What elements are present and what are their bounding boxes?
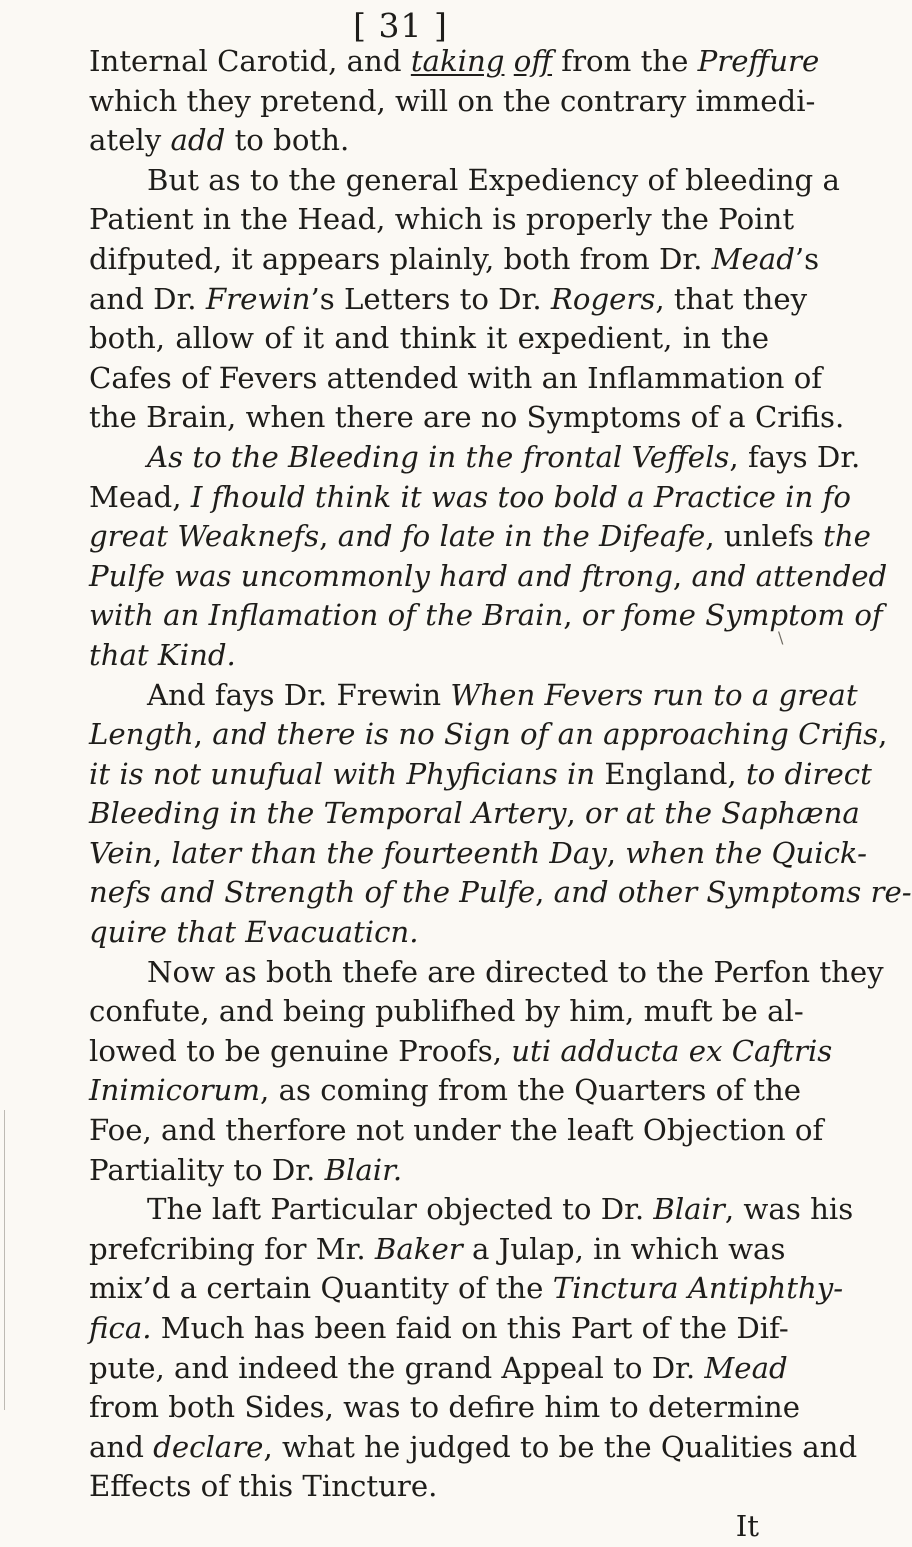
text-line-14: Pulfe was uncommonly hard and ftrong, and attended: [89, 558, 888, 593]
text-line-12: Mead, I fhould think it was too bold a Practice in fo: [89, 479, 851, 514]
text-line-1: Internal Carotid, and taking off from the Preffure: [89, 44, 820, 78]
text-line-27: Inimicorum, as coming from the Quarters of the: [89, 1073, 802, 1108]
text-line-4: But as to the general Expediency of bleeding a: [147, 162, 840, 197]
text-line-19: it is not unufual with Phyficians in England, to direct: [89, 756, 872, 791]
body-text: [89, 42, 912, 1547]
text-line-18: Length, and there is no Sign of an approaching Crifis,: [89, 717, 888, 752]
text-line-2: which they pretend, will on the contrary immedi-: [89, 83, 816, 118]
text-line-8: both, allow of it and think it expedient, in the: [89, 321, 769, 356]
text-line-29: Partiality to Dr. Blair.: [89, 1152, 403, 1187]
text-line-17: And fays Dr. Frewin When Fevers run to a great: [147, 677, 858, 712]
text-line-7: and Dr. Frewin’s Letters to Dr. Rogers, that they: [89, 281, 808, 316]
text-line-21: Vein, later than the fourteenth Day, when the Quick-: [89, 835, 867, 870]
text-line-35: from both Sides, was to defire him to determine: [89, 1390, 800, 1425]
text-line-28: Foe, and therfore not under the leaft Objection of: [89, 1113, 824, 1148]
text-line-37: Effects of this Tincture.: [89, 1469, 438, 1504]
binding-edge-line: [4, 1110, 5, 1410]
text-line-24: Now as both thefe are directed to the Perfon they: [147, 954, 884, 989]
text-line-6: difputed, it appears plainly, both from Dr. Mead’s: [89, 241, 820, 276]
text-line-5: Patient in the Head, which is properly the Point: [89, 202, 795, 237]
text-line-9: Cafes of Fevers attended with an Inflammation of: [89, 360, 823, 395]
text-line-20: Bleeding in the Temporal Artery, or at the Saphæna: [89, 796, 860, 831]
text-line-26: lowed to be genuine Proofs, uti adducta ex Caftris: [89, 1033, 833, 1068]
text-line-25: confute, and being publifhed by him, muft be al-: [89, 994, 804, 1029]
text-line-16: that Kind.: [89, 637, 236, 672]
text-line-10: the Brain, when there are no Symptoms of a Crifis.: [89, 400, 845, 435]
page-number: [ 31 ]: [353, 6, 448, 45]
text-line-31: prefcribing for Mr. Baker a Julap, in which was: [89, 1231, 786, 1266]
text-line-34: pute, and indeed the grand Appeal to Dr. Mead: [89, 1350, 788, 1385]
text-line-23: quire that Evacuaticn.: [89, 915, 419, 950]
text-line-13: great Weaknefs, and fo late in the Difeafe, unlefs the: [89, 519, 871, 554]
text-line-33: fica. Much has been faid on this Part of the Dif-: [89, 1311, 789, 1345]
margin-mark: \: [778, 628, 784, 647]
text-line-22: nefs and Strength of the Pulfe, and other Symptoms re-: [89, 875, 912, 910]
text-line-11: As to the Bleeding in the frontal Veffels, fays Dr.: [147, 439, 861, 474]
text-line-30: The laft Particular objected to Dr. Blair, was his: [147, 1192, 854, 1227]
text-line-32: mix’d a certain Quantity of the Tinctura Antiphthy-: [89, 1271, 844, 1306]
catchword: It: [735, 1508, 759, 1543]
text-line-15: with an Inflamation of the Brain, or fome Symptom of: [89, 598, 883, 633]
text-line-3: ately add to both.: [89, 123, 350, 158]
text-line-36: and declare, what he judged to be the Qualities and: [89, 1429, 858, 1464]
